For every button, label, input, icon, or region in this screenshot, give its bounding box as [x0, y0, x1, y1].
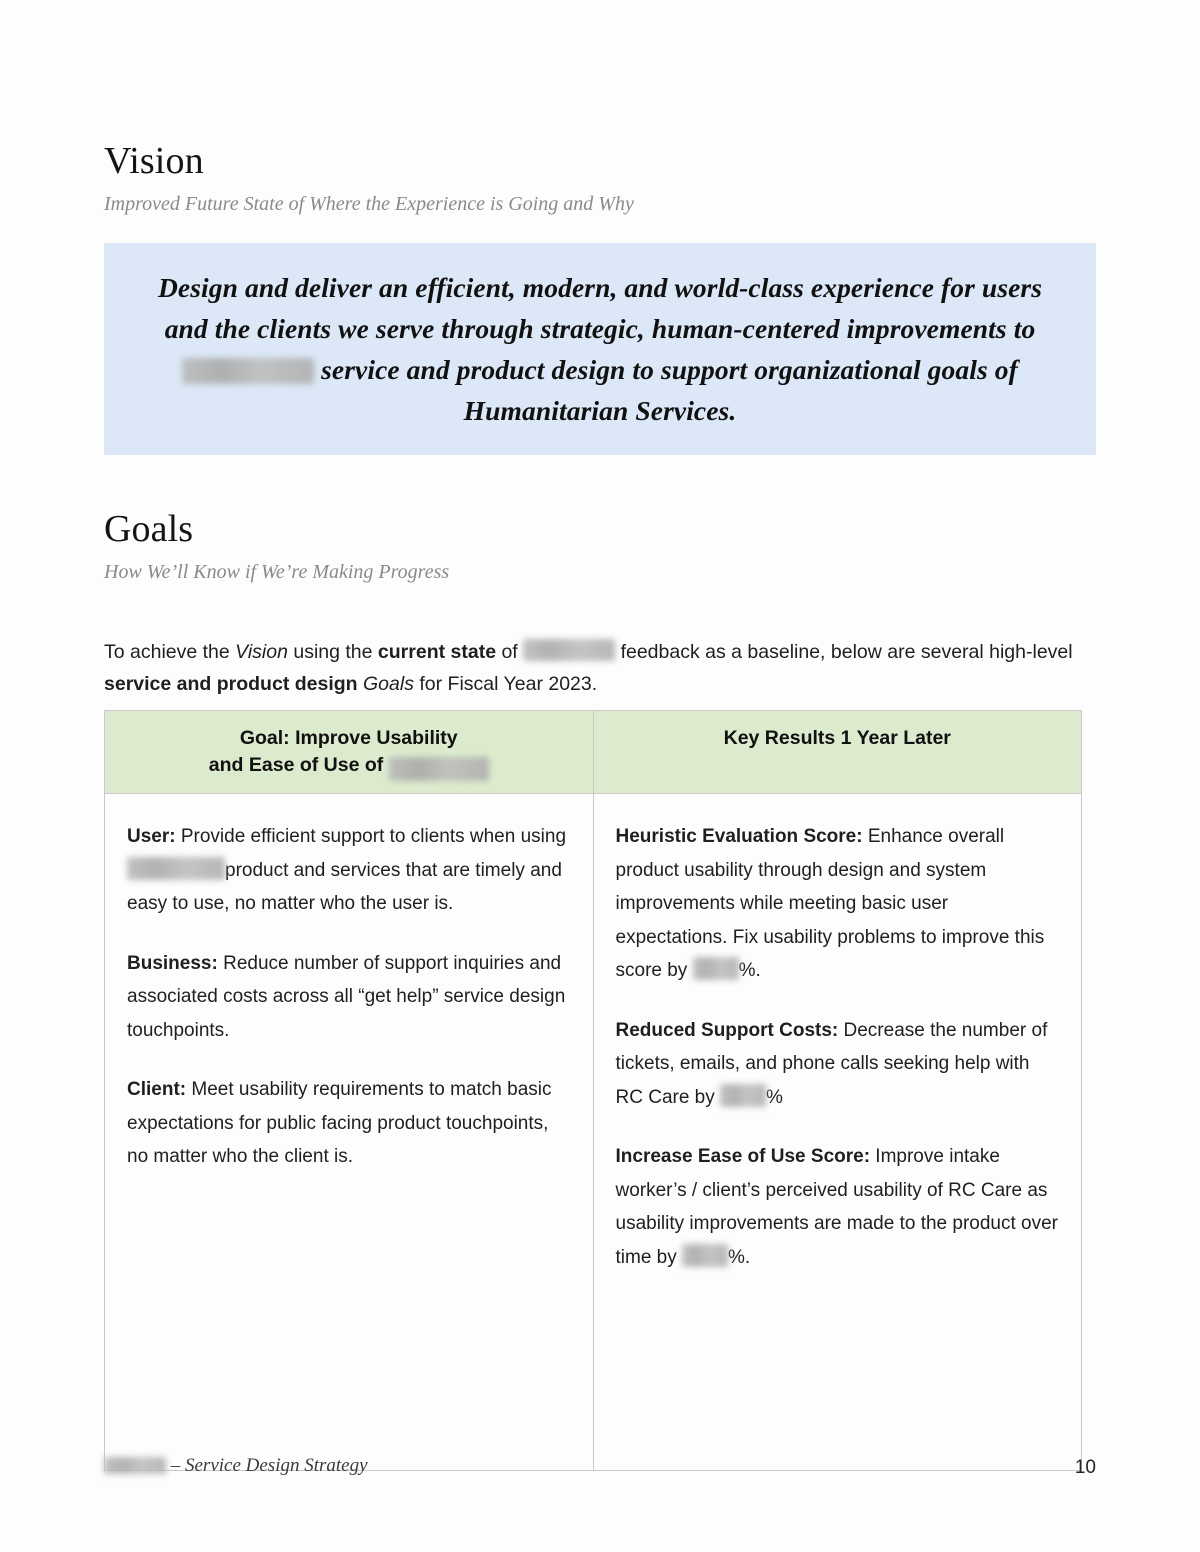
goal-item-business-text: Reduce number of support inquiries and associated costs across all “get help” service design touchpoints.: [127, 952, 566, 1041]
goal-item-client-label: Client:: [127, 1079, 187, 1100]
vision-heading: Vision: [104, 140, 204, 182]
footer-label: [104, 1455, 368, 1477]
vision-statement-part2: service and product design to support organizational goals of Humanitarian Services.: [321, 354, 1018, 426]
key-result-ease-of-use-label: Increase Ease of Use Score:: [615, 1146, 871, 1167]
redacted-brand-name-footer: [104, 1457, 166, 1474]
key-result-heuristic-label: Heuristic Evaluation Score:: [615, 826, 863, 847]
goal-item-business: [127, 947, 571, 1048]
intro-em-goals: Goals: [363, 672, 414, 695]
goal-item-client: [127, 1073, 571, 1174]
page-footer: [104, 1455, 1096, 1481]
vision-statement-part1: Design and deliver an efficient, modern, and world-class experience for users and the clients we serve through strategic, human-centered improvements to: [157, 272, 1043, 344]
goals-intro-paragraph: [104, 636, 1096, 700]
vision-subheading: Improved Future State of Where the Experience is Going and Why: [104, 193, 634, 215]
key-result-ease-of-use-text-b: %.: [728, 1246, 751, 1268]
table-header-goal-line2: [115, 752, 583, 779]
key-result-support-costs-text-b: %: [766, 1086, 783, 1108]
key-result-support-costs: [616, 1014, 1060, 1115]
redacted-brand-name: [182, 358, 314, 384]
goals-subheading: How We’ll Know if We’re Making Progress: [104, 561, 450, 583]
key-result-heuristic-text-a: Enhance overall product usability through design and system improvements while meeting basic user expectations. Fix usability problems to improve this score by: [615, 826, 1045, 981]
redacted-brand-name-inline: [523, 639, 615, 661]
redacted-percent-2: [720, 1084, 766, 1107]
table-cell-key-results: [593, 794, 1082, 1471]
footer-label-text: – Service Design Strategy: [170, 1455, 368, 1476]
table-header-goal-line1: Goal: Improve Usability: [239, 727, 458, 749]
table-header-goal: [105, 711, 594, 794]
table-header-key-results: [593, 711, 1082, 794]
intro-seg-6: for Fiscal Year 2023.: [413, 672, 598, 695]
vision-callout: [104, 243, 1096, 455]
goal-item-user: [127, 820, 571, 921]
page-number: 10: [1074, 1457, 1096, 1478]
intro-em-vision: Vision: [235, 640, 288, 663]
goal-item-user-text-b: product and services that are timely and easy to use, no matter who the user is.: [127, 859, 562, 914]
intro-seg-4: feedback as a baseline, below are several high-level: [615, 640, 1073, 663]
goal-item-user-text-a: Provide efficient support to clients when using: [175, 826, 567, 847]
table-cell-goals: [105, 794, 594, 1471]
table-header-goal-line2-text: and Ease of Use of: [208, 754, 384, 776]
key-result-support-costs-text-a: Decrease the number of tickets, emails, and phone calls seeking help with RC Care by: [615, 1019, 1048, 1108]
goal-item-business-label: Business:: [127, 952, 218, 974]
key-result-ease-of-use-text-a: Improve intake worker’s / client’s perceived usability of RC Care as usability improvements are made to the product over time by: [615, 1146, 1058, 1268]
key-result-ease-of-use: [616, 1140, 1060, 1274]
table-header-key-results-line1: Key Results 1 Year Later: [723, 727, 951, 749]
intro-strong-current-state: current state: [377, 640, 497, 663]
goal-item-user-label: User:: [127, 826, 176, 847]
intro-strong-service-product-design: service and product design: [104, 672, 358, 695]
vision-statement: [104, 267, 1096, 431]
redacted-percent-1: [693, 957, 739, 980]
redacted-brand-name-cell-1: [127, 857, 225, 880]
table-header-row: [105, 711, 1082, 794]
intro-seg-2: using the: [287, 640, 378, 663]
intro-seg-1: To achieve the: [104, 640, 236, 663]
key-result-heuristic-text-b: %.: [738, 960, 761, 981]
goal-item-client-text: Meet usability requirements to match basic expectations for public facing product touchpoints, no matter who the client is.: [127, 1079, 552, 1167]
redacted-percent-3: [682, 1244, 728, 1267]
table-row: [105, 794, 1082, 1471]
redacted-brand-name-header: [389, 757, 489, 781]
intro-seg-3: of: [496, 640, 524, 663]
key-result-heuristic-evaluation: [616, 820, 1060, 988]
key-result-support-costs-label: Reduced Support Costs:: [615, 1019, 839, 1041]
goals-table: [104, 710, 1082, 1471]
goals-heading: Goals: [104, 508, 194, 550]
